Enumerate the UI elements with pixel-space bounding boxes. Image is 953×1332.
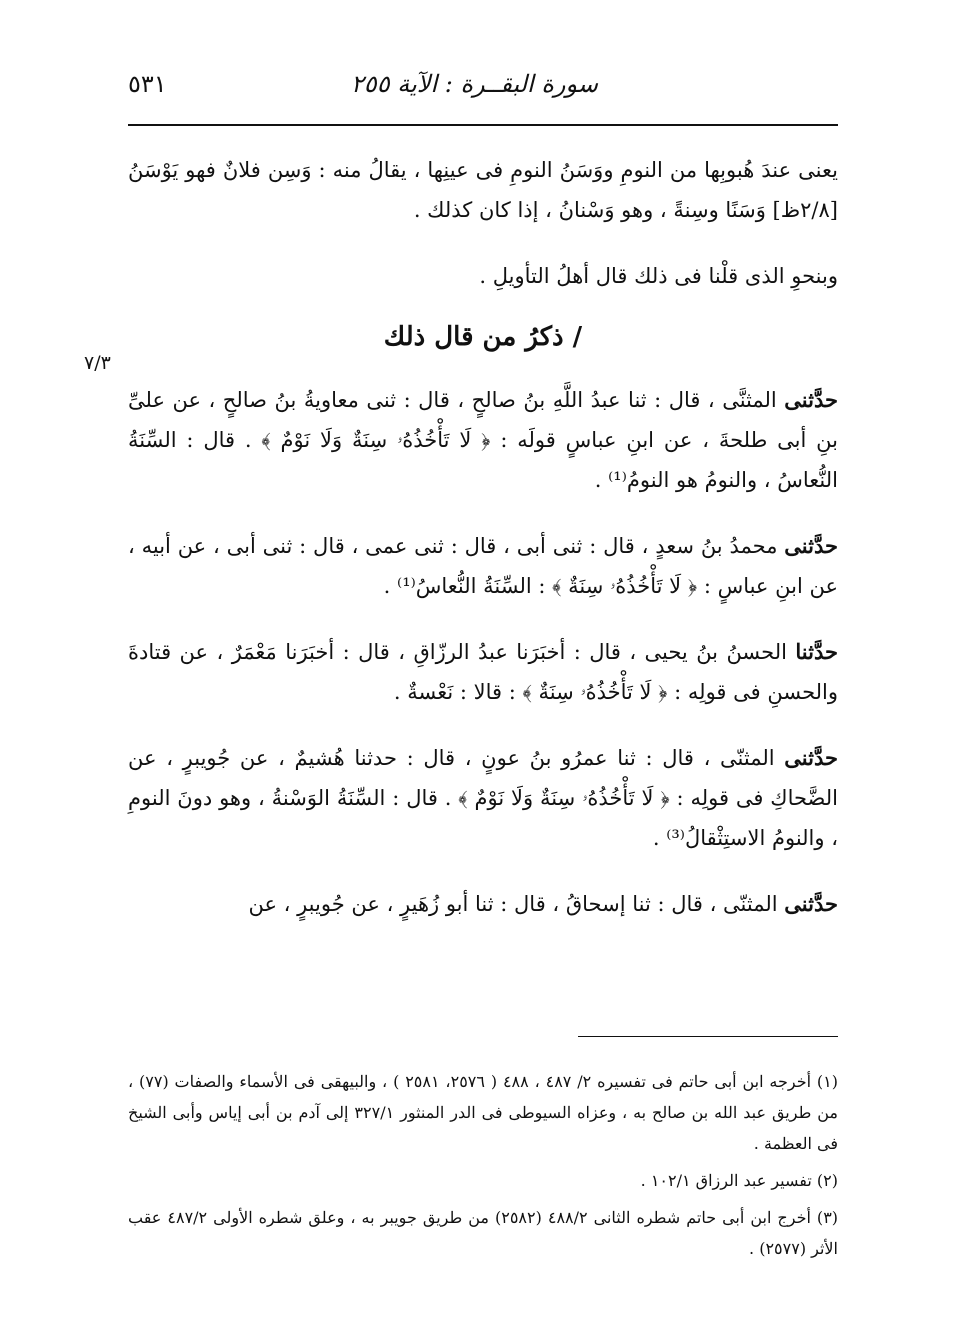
report-opener: حدَّثنى [784,533,838,558]
footnotes [128,1066,838,1270]
page-number: ٥٣١ [128,70,167,98]
main-text [128,150,838,950]
report-text: المثنَّى ، قال : ثنا عبدُ اللَّهِ بنُ صالحٍ ، قال : ثنى معاويةُ بنُ صالحٍ ، عن علىِّ بنِ أبى طلحةَ ، عن ابنِ عباسٍ قولَه : ﴿ لَا تَأْخُذُهُۥ سِنَةٌ وَلَا نَوْمٌ ﴾ . قال : السِّنَةُ النُّعاسُ ، والنومُ هو النومُ⁽¹⁾ . [128,388,838,492]
report-text: المثنّى ، قال : ثنا عمرُو بنُ عونٍ ، قال : حدثنا هُشيمٌ ، عن جُويبرٍ ، عن الضَّحاكِ فى قولِه : ﴿ لَا تَأْخُذُهُۥ سِنَةٌ وَلَا نَوْمٌ ﴾ . قال : السِّنَةُ الوَسْنةُ ، وهو دونَ النومِ ، والنومُ الاستِثْقالُ⁽³⁾ . [128,746,838,850]
report-paragraph [128,738,838,858]
report-paragraph [128,380,838,500]
report-text: محمدُ بنُ سعدٍ ، قال : ثنى أبى ، قال : ثنى عمى ، قال : ثنى أبى ، عن أبيه ، عن ابنِ عباسٍ : ﴿ لَا تَأْخُذُهُۥ سِنَةٌ ﴾ : السِّنَةُ النُّعاسُ⁽¹⁾ . [128,534,838,598]
report-opener: حدَّثنى [784,745,838,770]
section-heading: / ذكرُ من قال ذلك [383,322,583,352]
paragraph-text: يعنى عندَ هُبوبِها من النومِ ووَسَنُ النومِ فى عينِها ، يقالُ منه : وَسِن فلانٌ فهو يَوْسَنُ [٢/٨ظ] وَسَنًا وسِنةً ، وهو وَسْنانُ ، إذا كان كذلك . [128,158,838,222]
report-paragraph [128,526,838,606]
running-title: سورة البقــرة : الآية ٢٥٥ [350,70,598,98]
paragraph [128,150,838,230]
footnote: (٣) أخرج ابن أبى حاتم شطره الثانى ٤٨٨/٢ (٢٥٨٢) من طريق جويبر به ، وعلق شطره الأولى ٤٨٧/٢ عقب الأثر (٢٥٧٧) . [128,1208,839,1258]
margin-reference: ٧/٣ [84,352,111,374]
report-text: المثنّى ، قال : ثنا إسحاقُ ، قال : ثنا أبو زُهَيرٍ ، عن جُويبرٍ ، عن [248,892,778,916]
report-text: الحسنُ بنُ يحيى ، قال : أخبَرَنا عبدُ الرزّاقِ ، قال : أخبَرَنا مَعْمَرٌ ، عن قتادةَ والحسنِ فى قولِه : ﴿ لَا تَأْخُذُهُۥ سِنَةٌ ﴾ : قالا : نَعْسةٌ . [128,640,838,704]
paragraph-text: وبنحوِ الذى قلْنا فى ذلك قال أهلُ التأويلِ . [479,264,838,288]
report-opener: حدَّثنى [784,387,838,412]
paragraph [128,256,838,296]
report-paragraph [128,632,838,712]
report-opener: حدَّثنا [795,639,838,664]
report-paragraph [128,884,838,924]
footnote: (٢) تفسير عبد الرزاق ١٠٢/١ . [640,1171,838,1190]
footnote-divider [578,1036,838,1037]
report-opener: حدَّثنى [784,891,838,916]
page-header [128,64,838,126]
footnote: (١) أخرجه ابن أبى حاتم فى تفسيره ٢/ ٤٨٧ ، ٤٨٨ ( ٢٥٧٦، ٢٥٨١ ) ، والبيهقى فى الأسماء والصفات (٧٧) ، من طريق عبد الله بن صالح به ، وعزاه السيوطى فى الدر المنثور ٣٢٧/١ إلى آدم بن أبى إياس وأبى الشيخ فى العظمة . [128,1072,838,1153]
